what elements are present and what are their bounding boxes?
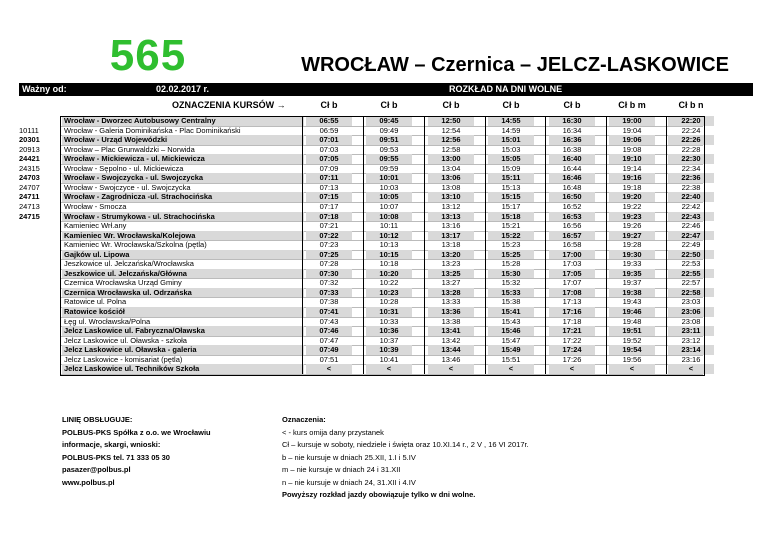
departure-time: 15:47	[501, 335, 521, 345]
departure-time: 07:13	[319, 182, 339, 192]
departure-time: 07:41	[306, 307, 352, 317]
departure-time: 19:48	[622, 316, 642, 326]
column-divider	[666, 116, 667, 374]
operator-info-line: pasazer@polbus.pl	[62, 465, 131, 474]
departure-time: 16:38	[562, 144, 582, 154]
departure-time: 17:07	[562, 278, 582, 288]
route-title: WROCŁAW – Czernica – JELCZ-LASKOWICE	[301, 54, 729, 76]
stop-code: 24315	[19, 163, 40, 173]
departure-time: 15:38	[501, 297, 521, 307]
departure-time: 09:55	[366, 154, 412, 164]
departure-time: 10:28	[379, 297, 399, 307]
valid-from-label: Ważny od:	[22, 84, 67, 94]
departure-time: 07:03	[319, 144, 339, 154]
departure-time: 17:13	[562, 297, 582, 307]
departure-time: 15:25	[488, 250, 534, 260]
departure-time: 19:51	[609, 326, 655, 336]
departure-time: 07:28	[319, 259, 339, 269]
departure-time: 22:58	[668, 288, 714, 298]
departure-time: 15:43	[501, 316, 521, 326]
departure-time: 13:44	[428, 345, 474, 355]
stop-name: Wrocław - Galeria Dominikańska - Plac Dominikański	[64, 125, 241, 135]
departure-time: 16:56	[562, 221, 582, 231]
departure-time: 15:30	[488, 269, 534, 279]
departure-time: 15:51	[501, 354, 521, 364]
stop-name: Czernica Wrocławska ul. Odrzańska	[62, 288, 304, 298]
departure-time: 16:58	[562, 240, 582, 250]
departure-time: 16:36	[549, 135, 595, 145]
departure-time: 15:01	[488, 135, 534, 145]
stop-name: Kamieniec Wr. Wrocławska/Szkolna (pętla)	[64, 240, 207, 250]
departure-time: 16:40	[549, 154, 595, 164]
stop-name: Gajków ul. Lipowa	[62, 250, 304, 260]
departure-time: 15:13	[501, 182, 521, 192]
stop-name: Jelcz Laskowice - komisariat (pętla)	[64, 354, 183, 364]
stop-name: Jeszkowice ul. Jelczańska/Wrocławska	[64, 259, 194, 269]
departure-time: 22:47	[668, 231, 714, 241]
stop-name: Łęg ul. Wrocławska/Polna	[64, 316, 151, 326]
departure-time: 13:23	[441, 259, 461, 269]
departure-time: 19:26	[622, 221, 642, 231]
departure-time: 22:50	[668, 250, 714, 260]
departure-time: 17:16	[549, 307, 595, 317]
departure-time: 07:01	[306, 135, 352, 145]
departure-time: 22:30	[668, 154, 714, 164]
departure-time: 15:28	[501, 259, 521, 269]
departure-time: 13:36	[428, 307, 474, 317]
departure-time: 12:58	[441, 144, 461, 154]
departure-time: 22:55	[668, 269, 714, 279]
departure-time: 13:18	[441, 240, 461, 250]
departure-time: 07:30	[306, 269, 352, 279]
legend-note: n – nie kursuje w dniach 24, 31.XII i 4.IV	[282, 477, 416, 487]
departure-time: 13:04	[441, 163, 461, 173]
departure-time: 10:11	[379, 221, 399, 231]
departure-time: 19:00	[609, 116, 655, 126]
departure-time: 15:05	[488, 154, 534, 164]
departure-time: 15:22	[488, 231, 534, 241]
valid-from-date: 02.02.2017 r.	[156, 84, 210, 94]
departure-time: 19:33	[622, 259, 642, 269]
departure-time: 13:16	[441, 221, 461, 231]
stop-name: Jelcz Laskowice ul. Fabryczna/Oławska	[62, 326, 304, 336]
stop-name: Wrocław - Swojczyce - ul. Swojczycka	[64, 182, 191, 192]
stop-name: Wrocław - Urząd Wojewódzki	[62, 135, 304, 145]
departure-time: 09:49	[379, 125, 399, 135]
legend-notes	[282, 414, 529, 502]
departure-time: 12:50	[428, 116, 474, 126]
departure-time: 15:15	[488, 192, 534, 202]
departure-time: 07:25	[306, 250, 352, 260]
departure-time: 22:28	[681, 144, 701, 154]
legend-note: m – nie kursuje w dniach 24 i 31.XII	[282, 465, 401, 474]
departure-time: 16:53	[549, 212, 595, 222]
departure-time: 10:33	[379, 316, 399, 326]
departure-time: 17:03	[562, 259, 582, 269]
column-divider	[363, 116, 364, 374]
departure-time: 07:38	[319, 297, 339, 307]
departure-time: 16:48	[562, 182, 582, 192]
departure-time: 15:21	[501, 221, 521, 231]
departure-time: 10:13	[379, 240, 399, 250]
departure-time: 10:39	[366, 345, 412, 355]
stop-name: Wrocław – Plac Grunwaldzki – Norwida	[64, 144, 195, 154]
departure-time: <	[549, 364, 595, 374]
departure-time: 07:21	[319, 221, 339, 231]
departure-time: 07:17	[319, 201, 339, 211]
column-header: Cł b n	[678, 100, 704, 110]
departure-time: 13:38	[441, 316, 461, 326]
departure-time: 15:09	[501, 163, 521, 173]
departure-time: 15:11	[488, 173, 534, 183]
departure-time: 10:20	[366, 269, 412, 279]
departure-time: 07:15	[306, 192, 352, 202]
departure-time: 15:33	[488, 288, 534, 298]
departure-time: 13:13	[428, 212, 474, 222]
departure-time: 10:08	[366, 212, 412, 222]
column-divider	[606, 116, 607, 374]
operator-info-line: LINIĘ OBSŁUGUJE:	[62, 415, 133, 424]
departure-time: 19:16	[609, 173, 655, 183]
departure-time: 07:43	[319, 316, 339, 326]
departure-time: 15:41	[488, 307, 534, 317]
column-header: Cł b	[502, 100, 520, 110]
departure-time: 10:37	[379, 335, 399, 345]
stop-name: Wrocław - Mickiewicza - ul. Mickiewicza	[62, 154, 304, 164]
departure-time: 17:21	[549, 326, 595, 336]
departure-time: 22:57	[681, 278, 701, 288]
departure-time: 13:10	[428, 192, 474, 202]
schedule-label: ROZKŁAD NA DNI WOLNE	[449, 84, 563, 94]
departure-time: 10:05	[366, 192, 412, 202]
departure-time: <	[306, 364, 352, 374]
departure-time: 13:06	[428, 173, 474, 183]
departure-time: 06:59	[319, 125, 339, 135]
departure-time: 10:01	[366, 173, 412, 183]
departure-time: 16:30	[549, 116, 595, 126]
departure-time: 19:38	[609, 288, 655, 298]
departure-time: 15:03	[501, 144, 521, 154]
stop-code: 20301	[19, 135, 40, 145]
departure-time: 19:20	[609, 192, 655, 202]
departure-time: 19:28	[622, 240, 642, 250]
departure-time: 19:10	[609, 154, 655, 164]
stop-name: Jelcz Laskowice ul. Techników Szkoła	[62, 364, 304, 374]
departure-time: 19:30	[609, 250, 655, 260]
departure-time: 13:33	[441, 297, 461, 307]
operator-info-line: www.polbus.pl	[62, 477, 115, 487]
departure-time: 17:05	[549, 269, 595, 279]
departure-time: 19:54	[609, 345, 655, 355]
operator-info-line: POLBUS-PKS Spółka z o.o. we Wrocławiu	[62, 427, 211, 437]
departure-time: 07:32	[319, 278, 339, 288]
departure-time: 07:11	[306, 173, 352, 183]
departure-time: 10:15	[366, 250, 412, 260]
departure-time: 22:34	[681, 163, 701, 173]
departure-time: 07:51	[319, 354, 339, 364]
departure-time: 10:03	[379, 182, 399, 192]
departure-time: 19:22	[622, 201, 642, 211]
departure-time: 13:25	[428, 269, 474, 279]
departure-time: 22:46	[681, 221, 701, 231]
departure-time: 22:49	[681, 240, 701, 250]
legend-note: Oznaczenia:	[282, 415, 326, 424]
legend-note: b – nie kursuje w dniach 25.XII, 1.I i 5.IV	[282, 452, 416, 462]
departure-time: 13:42	[441, 335, 461, 345]
stop-name: Kamieniec Wrł.any	[64, 221, 127, 231]
departure-time: <	[668, 364, 714, 374]
departure-time: <	[488, 364, 534, 374]
departure-time: <	[366, 364, 412, 374]
route-number: 565	[109, 31, 187, 80]
stop-name: Czernica Wrocławska Urząd Gminy	[64, 278, 182, 288]
departure-time: 22:20	[668, 116, 714, 126]
departure-time: 10:36	[366, 326, 412, 336]
column-divider	[424, 116, 425, 374]
departure-time: 19:18	[622, 182, 642, 192]
departure-time: 19:43	[622, 297, 642, 307]
departure-time: 15:32	[501, 278, 521, 288]
departure-time: 13:27	[441, 278, 461, 288]
stop-name: Wrocław - Strumykowa - ul. Strachocińska	[62, 212, 304, 222]
stop-name: Jeszkowice ul. Jelczańska/Główna	[62, 269, 304, 279]
column-header: Cł b	[442, 100, 460, 110]
departure-time: 17:08	[549, 288, 595, 298]
departure-time: 19:04	[622, 125, 642, 135]
departure-time: 13:08	[441, 182, 461, 192]
departure-time: 16:50	[549, 192, 595, 202]
departure-time: 10:31	[366, 307, 412, 317]
column-divider	[485, 116, 486, 374]
departure-time: 22:40	[668, 192, 714, 202]
column-header: Cł b	[563, 100, 581, 110]
departure-time: 09:53	[379, 144, 399, 154]
departure-time: 17:18	[562, 316, 582, 326]
departure-time: 19:56	[622, 354, 642, 364]
departure-time: 23:06	[668, 307, 714, 317]
departure-time: 19:35	[609, 269, 655, 279]
departure-time: 13:46	[441, 354, 461, 364]
departure-time: 13:20	[428, 250, 474, 260]
departure-time: 14:59	[501, 125, 521, 135]
operator-info	[62, 414, 211, 489]
stop-code: 10111	[19, 125, 39, 135]
departure-time: 23:12	[681, 335, 701, 345]
course-codes-label: OZNACZENIA KURSÓW →	[172, 100, 286, 110]
operator-info-line: POLBUS-PKS tel. 71 333 05 30	[62, 452, 170, 462]
departure-time: 19:37	[622, 278, 642, 288]
departure-time: 23:08	[681, 316, 701, 326]
legend-note: Powyższy rozkład jazdy obowiązuje tylko w dni wolne.	[282, 490, 476, 499]
departure-time: 19:46	[609, 307, 655, 317]
departure-time: 10:22	[379, 278, 399, 288]
departure-time: 07:49	[306, 345, 352, 355]
stop-name: Wrocław - Swojczycka - ul. Swojczycka	[62, 173, 304, 183]
departure-time: 10:23	[366, 288, 412, 298]
departure-time: 23:11	[668, 326, 714, 336]
departure-time: 23:03	[681, 297, 701, 307]
stop-name: Wrocław - Sępolno - ul. Mickiewicza	[64, 163, 184, 173]
departure-time: <	[428, 364, 474, 374]
legend-note: Cł – kursuje w soboty, niedziele i święta oraz 10.XI.14 r., 2 V , 16 VI 2017r.	[282, 440, 529, 449]
departure-time: 13:00	[428, 154, 474, 164]
stop-code: 24715	[19, 211, 40, 221]
header-bar	[19, 83, 753, 96]
departure-time: 16:46	[549, 173, 595, 183]
departure-time: 15:46	[488, 326, 534, 336]
departure-time: 12:54	[441, 125, 461, 135]
departure-time: 22:24	[681, 125, 701, 135]
departure-time: <	[609, 364, 655, 374]
departure-time: 16:57	[549, 231, 595, 241]
departure-time: 07:05	[306, 154, 352, 164]
departure-time: 07:22	[306, 231, 352, 241]
departure-time: 16:44	[562, 163, 582, 173]
stop-name: Wrocław - Dworzec Autobusowy Centralny	[62, 116, 304, 126]
stop-name: Jelcz Laskowice ul. Oławska - szkoła	[64, 335, 187, 345]
departure-time: 19:27	[609, 231, 655, 241]
stop-name: Ratowice kościół	[62, 307, 304, 317]
departure-time: 19:23	[609, 212, 655, 222]
column-header: Cł b m	[618, 100, 646, 110]
column-header: Cł b	[320, 100, 338, 110]
departure-time: 09:59	[379, 163, 399, 173]
stop-code: 20913	[19, 144, 40, 154]
departure-time: 13:17	[428, 231, 474, 241]
departure-time: 10:41	[379, 354, 399, 364]
column-header: Cł b	[380, 100, 398, 110]
departure-time: 07:18	[306, 212, 352, 222]
stop-code: 24711	[19, 192, 40, 202]
departure-time: 07:47	[319, 335, 339, 345]
departure-time: 07:09	[319, 163, 339, 173]
departure-time: 09:45	[366, 116, 412, 126]
departure-time: 07:23	[319, 240, 339, 250]
departure-time: 10:18	[379, 259, 399, 269]
stop-name: Kamieniec Wr. Wrocławska/Kolejowa	[62, 231, 304, 241]
departure-time: 19:52	[622, 335, 642, 345]
timetable-frame	[60, 116, 705, 376]
legend-note: < - kurs omija dany przystanek	[282, 427, 384, 437]
stop-code: 24713	[19, 201, 40, 211]
departure-time: 13:41	[428, 326, 474, 336]
stop-name: Wrocław - Smocza	[64, 201, 127, 211]
departure-time: 12:56	[428, 135, 474, 145]
departure-time: 16:34	[562, 125, 582, 135]
departure-time: 17:22	[562, 335, 582, 345]
stop-name: Ratowice ul. Polna	[64, 297, 127, 307]
column-divider	[302, 116, 303, 374]
departure-time: 17:24	[549, 345, 595, 355]
stop-code: 24707	[19, 182, 40, 192]
departure-time: 07:46	[306, 326, 352, 336]
departure-time: 06:55	[306, 116, 352, 126]
departure-time: 07:33	[306, 288, 352, 298]
departure-time: 23:14	[668, 345, 714, 355]
stop-code: 24703	[19, 173, 40, 183]
departure-time: 17:26	[562, 354, 582, 364]
stop-name: Jelcz Laskowice ul. Oławska - galeria	[62, 345, 304, 355]
departure-time: 16:52	[562, 201, 582, 211]
departure-time: 17:00	[549, 250, 595, 260]
departure-time: 10:12	[366, 231, 412, 241]
departure-time: 10:07	[379, 201, 399, 211]
departure-time: 22:43	[668, 212, 714, 222]
departure-time: 22:36	[668, 173, 714, 183]
departure-time: 15:17	[501, 201, 521, 211]
departure-time: 14:55	[488, 116, 534, 126]
departure-time: 09:51	[366, 135, 412, 145]
stop-code: 24421	[19, 154, 40, 164]
stop-name: Wrocław - Zagrodnicza -ul. Strachocińska	[62, 192, 304, 202]
departure-time: 19:06	[609, 135, 655, 145]
departure-time: 22:42	[681, 201, 701, 211]
operator-info-line: informacje, skargi, wnioski:	[62, 440, 161, 449]
departure-time: 22:38	[681, 182, 701, 192]
departure-time: 19:14	[622, 163, 642, 173]
departure-time: 23:16	[681, 354, 701, 364]
departure-time: 19:08	[622, 144, 642, 154]
departure-time: 15:49	[488, 345, 534, 355]
departure-time: 15:18	[488, 212, 534, 222]
departure-time: 13:28	[428, 288, 474, 298]
column-divider	[545, 116, 546, 374]
departure-time: 13:12	[441, 201, 461, 211]
departure-time: 22:53	[681, 259, 701, 269]
departure-time: 22:26	[668, 135, 714, 145]
departure-time: 15:23	[501, 240, 521, 250]
